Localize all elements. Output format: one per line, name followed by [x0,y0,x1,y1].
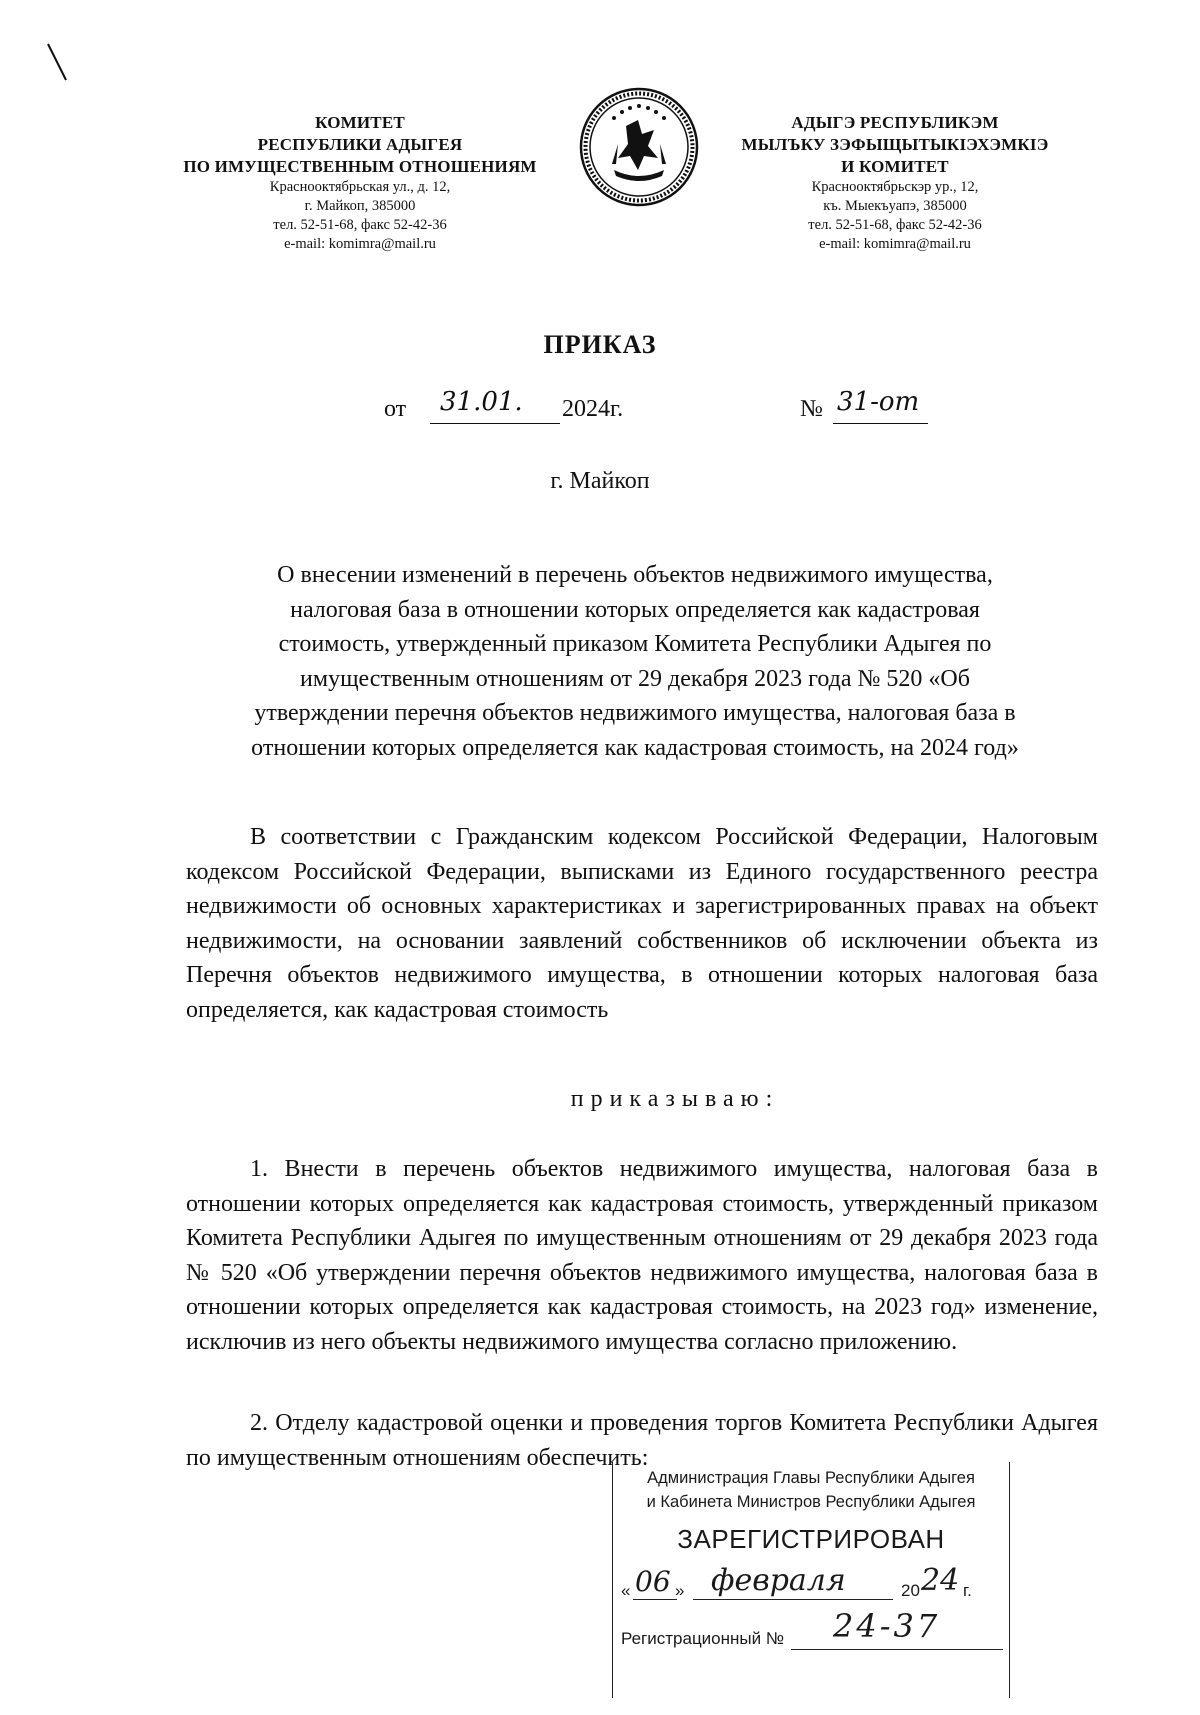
header-right-address1: Краснооктябрьскэр ур., 12, [811,179,979,195]
header-left [150,112,570,254]
header-right-email: e-mail: komimra@mail.ru [819,236,971,252]
stamp-month: февраля [711,1563,846,1598]
stamp-line1: Администрация Главы Республики Адыгея [647,1469,975,1487]
order-word: приказываю: [570,1086,780,1112]
stamp-day: 06 [635,1565,671,1598]
header-right-line1: АДЫГЭ РЕСПУБЛИКЭМ [791,113,999,132]
subject-line: имущественным отношениям от 29 декабря 2023 года № 520 «Об [300,665,970,692]
header-left-address2: г. Майкоп, 385000 [304,198,416,214]
subject-line: О внесении изменений в перечень объектов недвижимого имущества, [277,562,993,588]
number-field [833,387,928,424]
number-handwritten: 31-от [837,387,920,417]
stamp-year-prefix: 20 [901,1581,920,1600]
stamp-quote-close: » [675,1581,685,1600]
header-left-phone: тел. 52-51-68, факс 52-42-36 [273,217,447,233]
subject-heading [170,558,1100,766]
city: г. Майкоп [550,468,650,494]
stamp-reg-number: 24-37 [833,1607,941,1645]
header-right-line3: И КОМИТЕТ [841,157,949,176]
stamp-line2: и Кабинета Министров Республики Адыгея [646,1493,976,1511]
header-left-email: e-mail: komimra@mail.ru [284,236,436,252]
item-2-paragraph: 2. Отделу кадастровой оценки и проведения торгов Комитета Республики Адыгея по имущественным отношениям обеспечить: [186,1410,1098,1471]
date-year: 2024г. [562,396,624,422]
stamp-reg-label: Регистрационный № [621,1629,785,1648]
date-from-label: от [384,396,407,422]
subject-line: стоимость, утвержденный приказом Комитета Республики Адыгея по [278,631,992,658]
date-handwritten: 31.01. [440,387,523,417]
coat-of-arms-emblem [578,86,700,208]
registration-stamp [612,1462,1010,1698]
header-right-line2: МЫЛЪКУ ЗЭФЫЩЫТЫКIЭХЭМКIЭ [741,135,1049,154]
header-left-line3: ПО ИМУЩЕСТВЕННЫМ ОТНОШЕНИЯМ [183,157,537,176]
stamp-quote-open: « [621,1581,631,1600]
stamp-day-underline [633,1599,677,1600]
stamp-number-underline [791,1649,1003,1650]
header-right-phone: тел. 52-51-68, факс 52-42-36 [808,217,982,233]
stamp-year-suffix: 24 [921,1563,960,1598]
subject-line: утверждении перечня объектов недвижимого имущества, налоговая база в [254,700,1016,727]
header-right [690,112,1100,254]
stamp-registered: ЗАРЕГИСТРИРОВАН [677,1524,945,1554]
item-1-paragraph: 1. Внести в перечень объектов недвижимого имущества, налоговая база в отношении которых определяется как кадастровая стоимость, утвержденный приказом Комитета Республики Адыгея по имущественным отношениям от 29 декабря 2023 года № 520 «Об утверждении перечня объектов недвижимого имущества, налоговая база в отношении которых определяется как кадастровая стоимость, на 2023 год» изменение, исключив из него объекты недвижимого имущества согласно приложению. [186,1156,1098,1355]
stamp-month-underline [693,1599,893,1600]
header-right-address2: къ. Мыекъуапэ, 385000 [823,198,967,214]
header-left-address1: Краснооктябрьская ул., д. 12, [269,179,451,195]
scan-mark-line [44,40,84,90]
header-left-line1: КОМИТЕТ [315,113,405,132]
subject-line: отношении которых определяется как кадастровая стоимость, на 2024 год» [251,734,1019,761]
document-title: ПРИКАЗ [543,330,657,359]
stamp-year-unit: г. [963,1581,972,1600]
stamp-number-row [613,1607,1009,1655]
date-field [430,387,560,424]
header-left-line2: РЕСПУБЛИКИ АДЫГЕЯ [257,135,463,154]
subject-line: налоговая база в отношении которых определяется как кадастровая [290,596,980,623]
number-label: № [800,396,823,422]
preamble-paragraph: В соответствии с Гражданским кодексом Российской Федерации, Налоговым кодексом Российской Федерации, выписками из Единого государственного реестра недвижимости об основных характеристиках и зарегистрированных правах на объект недвижимости, на основании заявлений собственников об исключении объекта из Перечня объектов недвижимого имущества, в отношении которых налоговая база определяется, как кадастровая стоимость [186,824,1098,1023]
stamp-date-row [613,1559,1009,1611]
